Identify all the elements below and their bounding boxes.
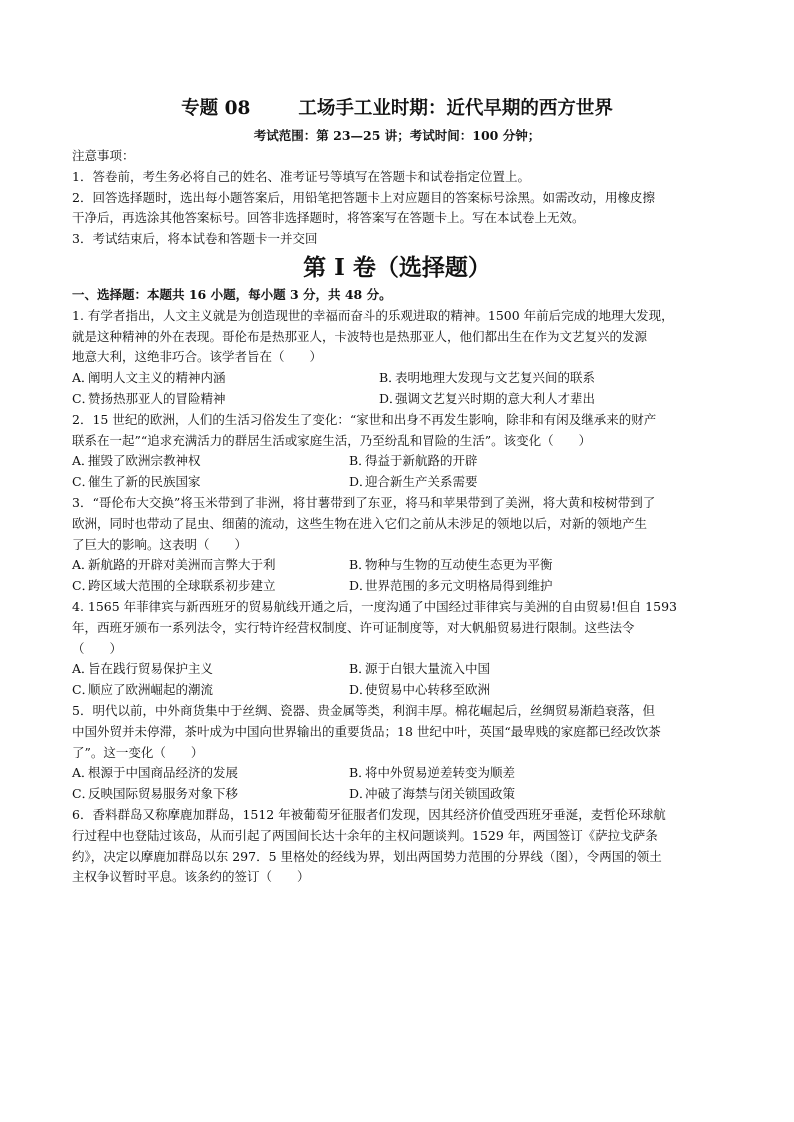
question-stem-line: （ ） xyxy=(72,640,123,656)
option-label: D． xyxy=(349,578,372,594)
option-d[interactable] xyxy=(349,784,722,805)
option-b[interactable] xyxy=(349,451,722,472)
question-1 xyxy=(72,306,722,410)
options xyxy=(72,763,722,805)
option-label: D． xyxy=(349,786,372,802)
option-text: 摧毁了欧洲宗教神权 xyxy=(88,453,201,469)
question-stem-line: 6．香料群岛又称摩鹿加群岛，1512 年被葡萄牙征服者们发现，因其经济价值受西班牙垂涎，麦哲伦环球航 xyxy=(72,806,666,822)
question-6 xyxy=(72,805,722,888)
options xyxy=(72,555,722,597)
option-label: B． xyxy=(349,557,371,573)
option-text: 源于白银大量流入中国 xyxy=(365,661,491,677)
option-c[interactable] xyxy=(72,680,349,701)
question-stem-line: 1. 有学者指出，人文主义就是为创造现世的幸福而奋斗的乐观进取的精神。1500 年前后完成的地理大发现， xyxy=(72,307,674,323)
option-label: C． xyxy=(72,682,95,698)
question-stem-line: 联系在一起”“追求充满活力的群居生活或家庭生活，乃至纷乱和冒险的生活”。该变化（ ） xyxy=(72,432,592,448)
notice-line: 3．考试结束后，将本试卷和答题卡一并交回 xyxy=(72,231,318,247)
question-stem-line: 5．明代以前，中外商货集中于丝绸、瓷器、贵金属等类，利润丰厚。棉花崛起后，丝绸贸易渐趋衰落，但 xyxy=(72,702,655,718)
option-text: 冲破了海禁与闭关锁国政策 xyxy=(365,786,516,802)
option-c[interactable] xyxy=(72,784,349,805)
option-text: 阐明人文主义的精神内涵 xyxy=(88,370,226,386)
option-label: C． xyxy=(72,578,95,594)
option-c[interactable] xyxy=(72,472,349,493)
option-a[interactable] xyxy=(72,451,349,472)
option-b[interactable] xyxy=(349,763,722,784)
option-text: 使贸易中心转移至欧洲 xyxy=(365,682,491,698)
question-stem-line: 中国外贸并未停滞，茶叶成为中国向世界输出的重要货品；18 世纪中叶，英国“最卑贱的家庭都已经改饮茶 xyxy=(72,723,661,739)
notice-line: 2．回答选择题时，选出每小题答案后，用铅笔把答题卡上对应题目的答案标号涂黑。如需改动，用橡皮擦 xyxy=(72,189,655,205)
option-label: D． xyxy=(349,682,372,698)
question-3 xyxy=(72,493,722,597)
option-b[interactable] xyxy=(379,368,722,389)
option-label: B． xyxy=(349,453,371,469)
option-text: 得益于新航路的开辟 xyxy=(365,453,478,469)
page-title xyxy=(72,94,722,124)
option-text: 顺应了欧洲崛起的潮流 xyxy=(88,682,214,698)
option-text: 新航路的开辟对美洲而言弊大于利 xyxy=(88,557,276,573)
question-stem-line: 了巨大的影响。这表明（ ） xyxy=(72,536,248,552)
option-d[interactable] xyxy=(349,576,722,597)
option-a[interactable] xyxy=(72,368,379,389)
question-stem-line: 3．“哥伦布大交换”将玉米带到了非洲，将甘薯带到了东亚，将马和苹果带到了美洲，将大黄和桉树带到了 xyxy=(72,494,656,510)
topic-title: 工场手工业时期：近代早期的西方世界 xyxy=(298,98,613,119)
options xyxy=(72,368,722,410)
topic-code: 专题 08 xyxy=(181,98,251,119)
option-d[interactable] xyxy=(349,680,722,701)
question-stem-line: 4. 1565 年菲律宾与新西班牙的贸易航线开通之后，一度沟通了中国经过菲律宾与美洲的自由贸易!但自 1593 xyxy=(72,598,677,614)
notice-line: 1．答卷前，考生务必将自己的姓名、准考证号等填写在答题卡和试卷指定位置上。 xyxy=(72,168,530,184)
question-stem-line: 年，西班牙颁布一系列法令，实行特许经营权制度、许可证制度等，对大帆船贸易进行限制。这些法令 xyxy=(72,619,635,635)
section-title: 第 I 卷（选择题） xyxy=(303,253,491,281)
option-a[interactable] xyxy=(72,555,349,576)
question-4 xyxy=(72,597,722,701)
option-label: D． xyxy=(379,390,402,406)
option-label: D． xyxy=(349,474,372,490)
question-2 xyxy=(72,410,722,493)
option-c[interactable] xyxy=(72,389,379,410)
question-stem-line: 就是这种精神的外在表现。哥伦布是热那亚人，卡波特也是热那亚人，他们都出生在作为文艺复兴的发源 xyxy=(72,328,648,344)
option-text: 催生了新的民族国家 xyxy=(88,474,201,490)
part-heading: 一、选择题：本题共 16 小题，每小题 3 分，共 48 分。 xyxy=(72,286,392,302)
question-stem-line: 欧洲，同时也带动了昆虫、细菌的流动，这些生物在进入它们之前从未涉足的领地以后，对新的领地产生 xyxy=(72,515,648,531)
option-label: C． xyxy=(72,786,95,802)
option-c[interactable] xyxy=(72,576,349,597)
option-label: C． xyxy=(72,390,95,406)
option-label: A． xyxy=(72,765,94,781)
question-stem-line: 行过程中也登陆过该岛，从而引起了两国间长达十余年的主权问题谈判。1529 年，两国签订《萨拉戈萨条 xyxy=(72,827,658,843)
option-text: 赞扬热那亚人的冒险精神 xyxy=(88,390,226,406)
option-text: 跨区域大范围的全球联系初步建立 xyxy=(88,578,276,594)
option-d[interactable] xyxy=(379,389,722,410)
option-label: A． xyxy=(72,661,94,677)
question-stem-line: 2．15 世纪的欧洲，人们的生活习俗发生了变化：“家世和出身不再发生影响，除非和有闲及继承来的财产 xyxy=(72,411,657,427)
option-label: B． xyxy=(379,370,401,386)
option-label: C． xyxy=(72,474,95,490)
option-text: 旨在践行贸易保护主义 xyxy=(88,661,214,677)
notice-heading: 注意事项： xyxy=(72,148,135,163)
option-b[interactable] xyxy=(349,659,722,680)
exam-content xyxy=(72,94,722,888)
option-label: B． xyxy=(349,765,371,781)
option-text: 表明地理大发现与文艺复兴间的联系 xyxy=(395,370,596,386)
option-label: B． xyxy=(349,661,371,677)
option-a[interactable] xyxy=(72,763,349,784)
option-text: 反映国际贸易服务对象下移 xyxy=(88,786,239,802)
question-stem-line: 了”。这一变化（ ） xyxy=(72,744,204,760)
notice-block xyxy=(72,146,722,250)
option-text: 迎合新生产关系需要 xyxy=(365,474,478,490)
exam-info: 考试范围：第 23—25 讲；考试时间：100 分钟； xyxy=(253,128,541,143)
option-text: 将中外贸易逆差转变为顺差 xyxy=(365,765,516,781)
options xyxy=(72,659,722,701)
question-5 xyxy=(72,701,722,805)
question-stem-line: 约》，决定以摩鹿加群岛以东 297．5 里格处的经线为界，划出两国势力范围的分界线（图），令两国的领土 xyxy=(72,848,662,864)
option-label: A． xyxy=(72,557,94,573)
question-stem-line: 主权争议暂时平息。该条约的签订（ ） xyxy=(72,869,310,885)
option-text: 物种与生物的互动使生态更为平衡 xyxy=(365,557,553,573)
options xyxy=(72,451,722,493)
option-label: A． xyxy=(72,453,94,469)
option-a[interactable] xyxy=(72,659,349,680)
notice-line: 干净后，再选涂其他答案标号。回答非选择题时，将答案写在答题卡上。写在本试卷上无效。 xyxy=(72,210,585,226)
option-text: 世界范围的多元文明格局得到维护 xyxy=(365,578,553,594)
option-text: 根源于中国商品经济的发展 xyxy=(88,765,239,781)
option-b[interactable] xyxy=(349,555,722,576)
question-stem-line: 地意大利，这绝非巧合。该学者旨在（ ） xyxy=(72,349,323,365)
option-text: 强调文艺复兴时期的意大利人才辈出 xyxy=(395,390,596,406)
option-label: A． xyxy=(72,370,94,386)
option-d[interactable] xyxy=(349,472,722,493)
